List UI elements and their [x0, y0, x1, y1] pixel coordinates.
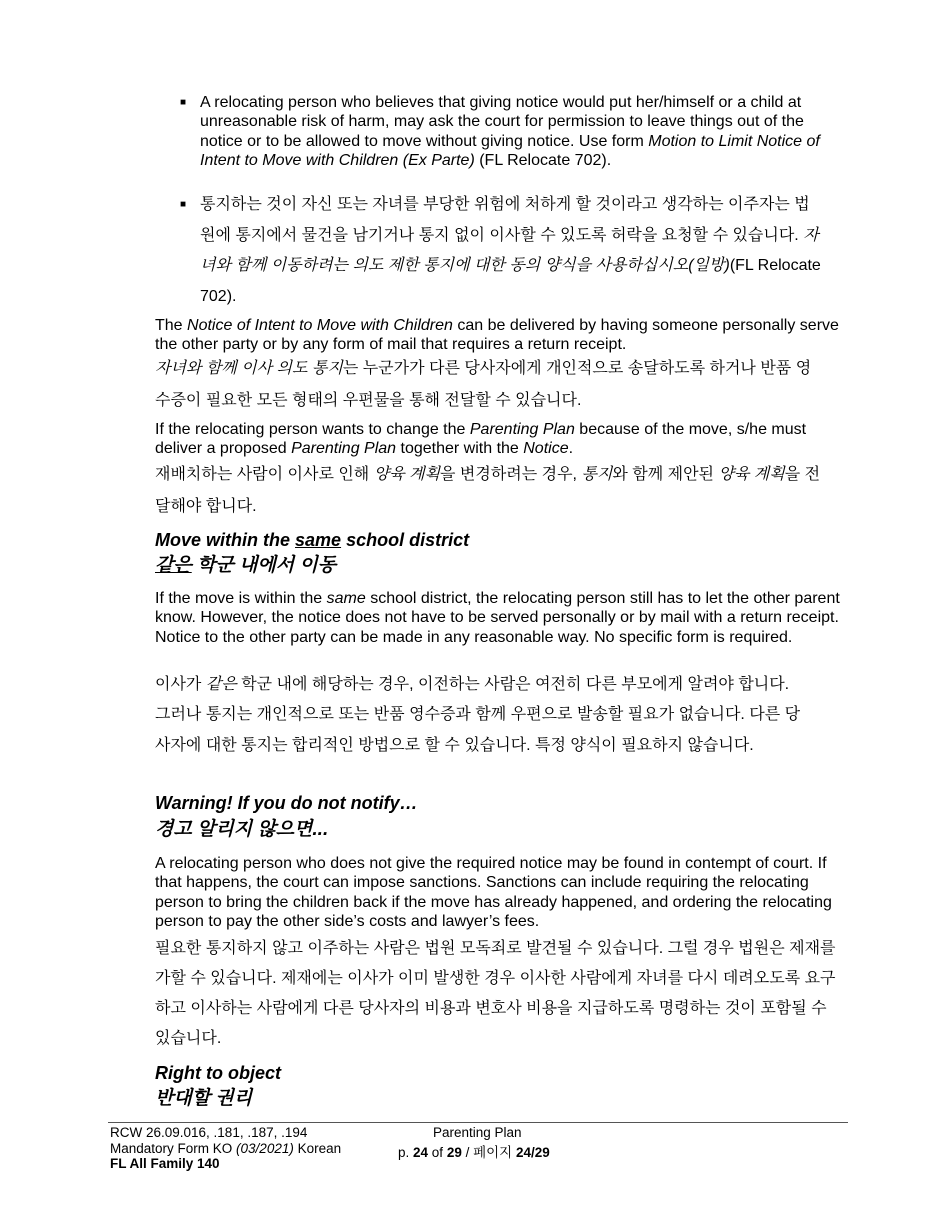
text: 을 전달해야 합니다.: [155, 466, 821, 515]
bullet-icon: ■: [180, 199, 187, 210]
heading-same-district-en: [155, 529, 469, 551]
bullet-1-en: [180, 93, 845, 170]
text: same: [326, 590, 366, 607]
footer-title: Parenting Plan: [433, 1125, 522, 1140]
text: 이사가: [155, 676, 206, 693]
text: If the relocating person wants to change the: [155, 421, 470, 438]
bullet-icon: ■: [180, 97, 187, 108]
text: together with the: [396, 440, 524, 458]
footer-rcw: RCW 26.09.016, .181, .187, .194: [110, 1125, 308, 1140]
text: same: [295, 530, 342, 550]
form-name: Notice of Intent to Move with Children: [187, 317, 453, 334]
text: / 페이지: [461, 1145, 516, 1160]
text: (FL Relocate 702).: [200, 257, 821, 305]
heading-warning-ko: 경고 알리지 않으면...: [155, 819, 329, 840]
text: Mandatory Form KO: [110, 1140, 237, 1156]
footer-page-number: [398, 1145, 550, 1161]
footer-form-id: FL All Family 140: [110, 1156, 220, 1171]
footer-left: [110, 1125, 341, 1172]
text: 재배치하는 사람이 이사로 인해: [155, 466, 374, 483]
text: because of the move, s/he must deliver a proposed: [155, 421, 807, 458]
text: 는 누군가가 다른 당사자에게 개인적으로 송달하도록 하거나 반품 영수증이 필요한 모든 형태의 우편물을 통해 전달할 수 있습니다.: [155, 360, 812, 409]
text: p.: [398, 1145, 414, 1160]
heading-same-district-ko: [155, 555, 336, 577]
para-warning-ko: 필요한 통지하지 않고 이주하는 사람은 법원 모독죄로 발견될 수 있습니다. 그럴 경우 법원은 제재를 가할 수 있습니다. 제재에는 이사가 이미 발생한 경우 이사한 사람에게 자녀를 다시 데려오도록 요구하고 이사하는 사람에게 다른 당사자의 비용과 변호사 비용을 지급하도록 명령하는 것이 포함될 수 있습니다.: [155, 940, 836, 1047]
para-delivery-en: [155, 316, 845, 355]
text: (03/2021): [236, 1140, 294, 1156]
text: 양육 계획: [373, 466, 440, 483]
text: 을 변경하려는 경우,: [440, 466, 582, 483]
text: Notice: [523, 440, 569, 458]
heading-right-to-object-ko: 반대할 권리: [155, 1088, 253, 1109]
form-name: 자녀와 함께 이사 의도 통지: [155, 360, 343, 377]
text: .: [568, 440, 574, 458]
text: 통지하는 것이 자신 또는 자녀를 부당한 위험에 처하게 할 것이라고 생각하는 이주자는 법원에 통지에서 물건을 남기거나 통지 없이 이사할 수 있도록 허락을 요청할 수 있습니다.: [200, 196, 810, 244]
text: The: [155, 317, 188, 334]
para-plan-ko: [155, 459, 825, 523]
heading-right-to-object-en: Right to object: [155, 1063, 281, 1083]
text: 통지: [581, 466, 613, 483]
text: Move within the: [155, 530, 296, 550]
text: 같은: [155, 555, 192, 576]
para-same-district-en: [155, 589, 845, 647]
text: A relocating person who believes that giving notice would put her/himself or a child at unreasonable risk of harm, may ask the court for permission to leave things out of the notice or to be allowed to move without giving notice. Use form: [200, 94, 804, 150]
text: Parenting Plan: [469, 421, 575, 438]
text: 같은: [205, 676, 237, 693]
text: school district: [341, 530, 470, 550]
text: 29: [446, 1145, 462, 1160]
para-delivery-ko: [155, 353, 825, 416]
footer-form: [110, 1141, 341, 1157]
text: (FL Relocate 702).: [474, 151, 612, 169]
form-name: 자녀와 함께 이동하려는 의도 제한 통지에 대한 동의 양식을 사용하십시오(일방): [200, 226, 819, 274]
text: 학군 내에서 이동: [191, 555, 337, 576]
text: If the move is within the: [155, 590, 327, 607]
text: Korean: [293, 1140, 342, 1156]
heading-warning-en: Warning! If you do not notify…: [155, 793, 418, 813]
para-warning-en: A relocating person who does not give the required notice may be found in contempt of court. If that happens, the court can impose sanctions. Sanctions can include requiring the relocating person to bring the children back if the move has already happened, and ordering the relocating person to pay the other side’s costs and lawyer’s fees.: [155, 855, 832, 930]
text: 와 함께 제안된: [612, 466, 719, 483]
text: 24: [413, 1145, 429, 1160]
form-name: Motion to Limit Notice of Intent to Move with Children (Ex Parte): [200, 132, 820, 169]
text: can be delivered by having someone personally serve the other party or by any form of mail that requires a return receipt.: [155, 317, 839, 354]
bullet-1-ko: [180, 190, 825, 312]
text: school district, the relocating person still has to let the other parent know. However, the notice does not have to be served personally or by mail with a return receipt. Notice to the other party can be made in any reasonable way. No specific form is required.: [155, 590, 840, 646]
para-plan-en: [155, 420, 825, 459]
text: 24/29: [515, 1145, 550, 1160]
footer-divider: [108, 1122, 848, 1123]
text: Parenting Plan: [291, 440, 397, 458]
para-same-district-ko: [155, 670, 805, 761]
text: of: [428, 1145, 447, 1160]
text: 학군 내에 해당하는 경우, 이전하는 사람은 여전히 다른 부모에게 알려야 합니다. 그러나 통지는 개인적으로 또는 반품 영수증과 함께 우편으로 발송할 필요가 없습니다. 다른 당사자에 대한 통지는 합리적인 방법으로 할 수 있습니다. 특정 양식이 필요하지 않습니다.: [155, 676, 801, 754]
text: 양육 계획: [718, 466, 785, 483]
